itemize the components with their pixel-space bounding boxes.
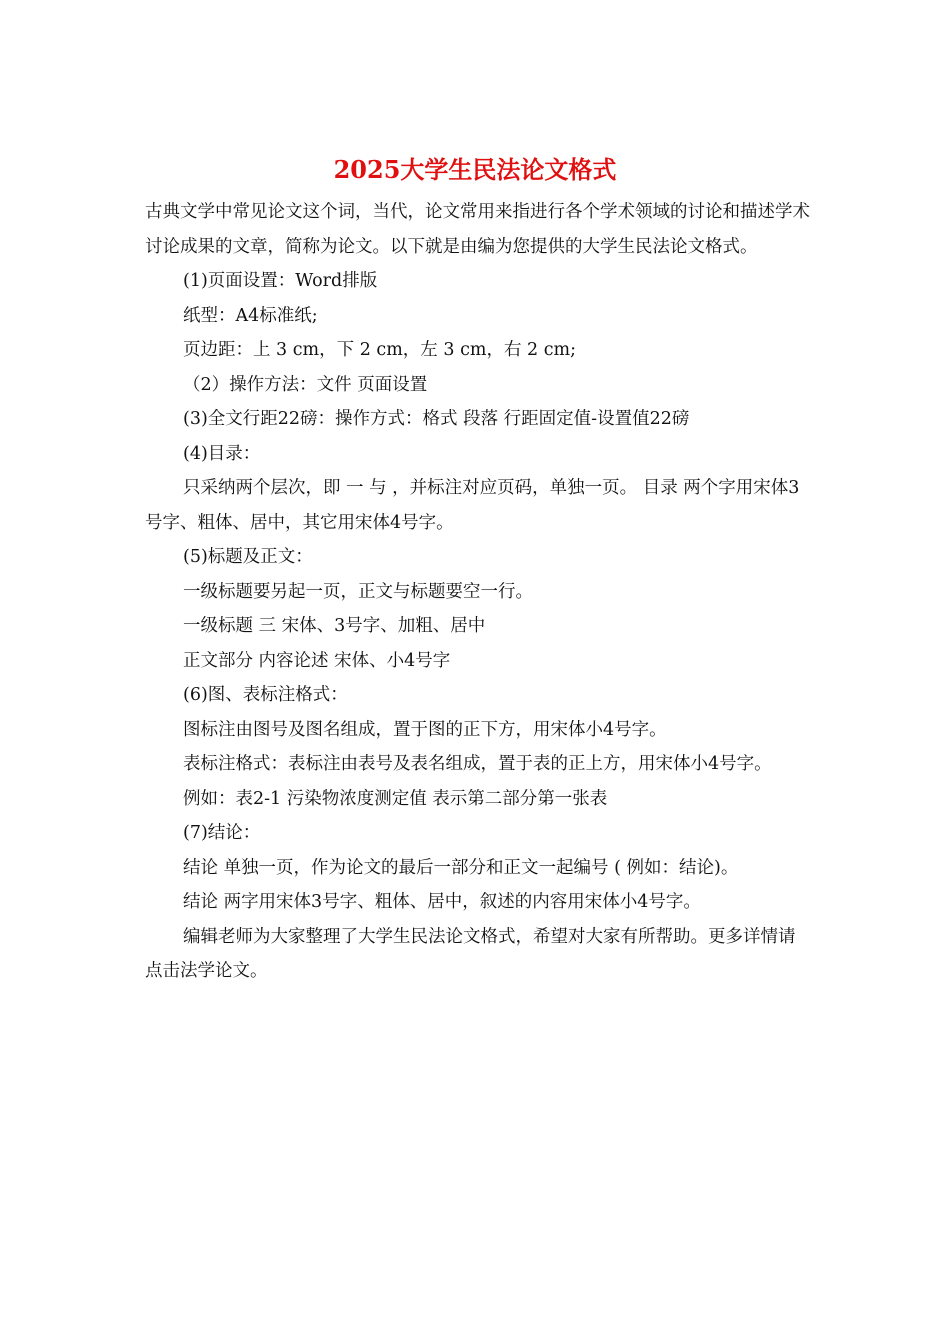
paragraph-conclusion-heading: (7)结论： — [183, 823, 261, 843]
paragraph-figure-caption-rule: 图标注由图号及图名组成，置于图的正下方，用宋体小4号字。 — [183, 719, 667, 740]
paragraph-conclusion-rule-1: 结论 单独一页，作为论文的最后一部分和正文一起编号 ( 例如：结论)。 — [183, 857, 739, 878]
paragraph-closing: 编辑老师为大家整理了大学生民法论文格式，希望对大家有所帮助。更多详情请点击法学论文。 — [145, 926, 796, 981]
paragraph-line-spacing: (3)全文行距22磅：操作方式：格式 段落 行距固定值-设置值22磅 — [183, 409, 690, 429]
paragraph-page-setup: (1)页面设置：Word排版 — [183, 271, 378, 291]
paragraph-toc-heading: (4)目录： — [183, 443, 261, 464]
paragraph-figure-table-heading: (6)图、表标注格式： — [183, 685, 348, 705]
paragraph-body-rule: 正文部分 内容论述 宋体、小4号字 — [183, 650, 451, 671]
paragraph-table-example: 例如：表2-1 污染物浓度测定值 表示第二部分第一张表 — [183, 788, 608, 809]
paragraph-toc-rules: 只采纳两个层次，即 一 与 ，并标注对应页码，单独一页。 目录 两个字用宋体3号字、粗体、居中，其它用宋体4号字。 — [145, 478, 800, 533]
paragraph-margins: 页边距：上 3 cm，下 2 cm，左 3 cm，右 2 cm; — [183, 340, 577, 360]
paragraph-heading-rule-1: 一级标题要另起一页，正文与标题要空一行。 — [183, 581, 533, 602]
paragraph-operation-method: （2）操作方法：文件 页面设置 — [183, 374, 428, 395]
paragraph-headings-heading: (5)标题及正文： — [183, 547, 313, 567]
paragraph-conclusion-rule-2: 结论 两字用宋体3号字、粗体、居中，叙述的内容用宋体小4号字。 — [183, 892, 701, 912]
document-body — [145, 195, 810, 989]
paragraph-heading-rule-2: 一级标题 三 宋体、3号字、加粗、居中 — [183, 616, 486, 636]
paragraph-table-caption-rule: 表标注格式：表标注由表号及表名组成，置于表的正上方，用宋体小4号字。 — [183, 754, 772, 774]
intro-paragraph: 古典文学中常见论文这个词，当代，论文常用来指进行各个学术领域的讨论和描述学术讨论成果的文章，简称为论文。以下就是由编为您提供的大学生民法论文格式。 — [145, 202, 810, 257]
document-title: 2025大学生民法论文格式 — [333, 155, 617, 184]
paragraph-paper-type: 纸型：A4标准纸; — [183, 305, 318, 326]
